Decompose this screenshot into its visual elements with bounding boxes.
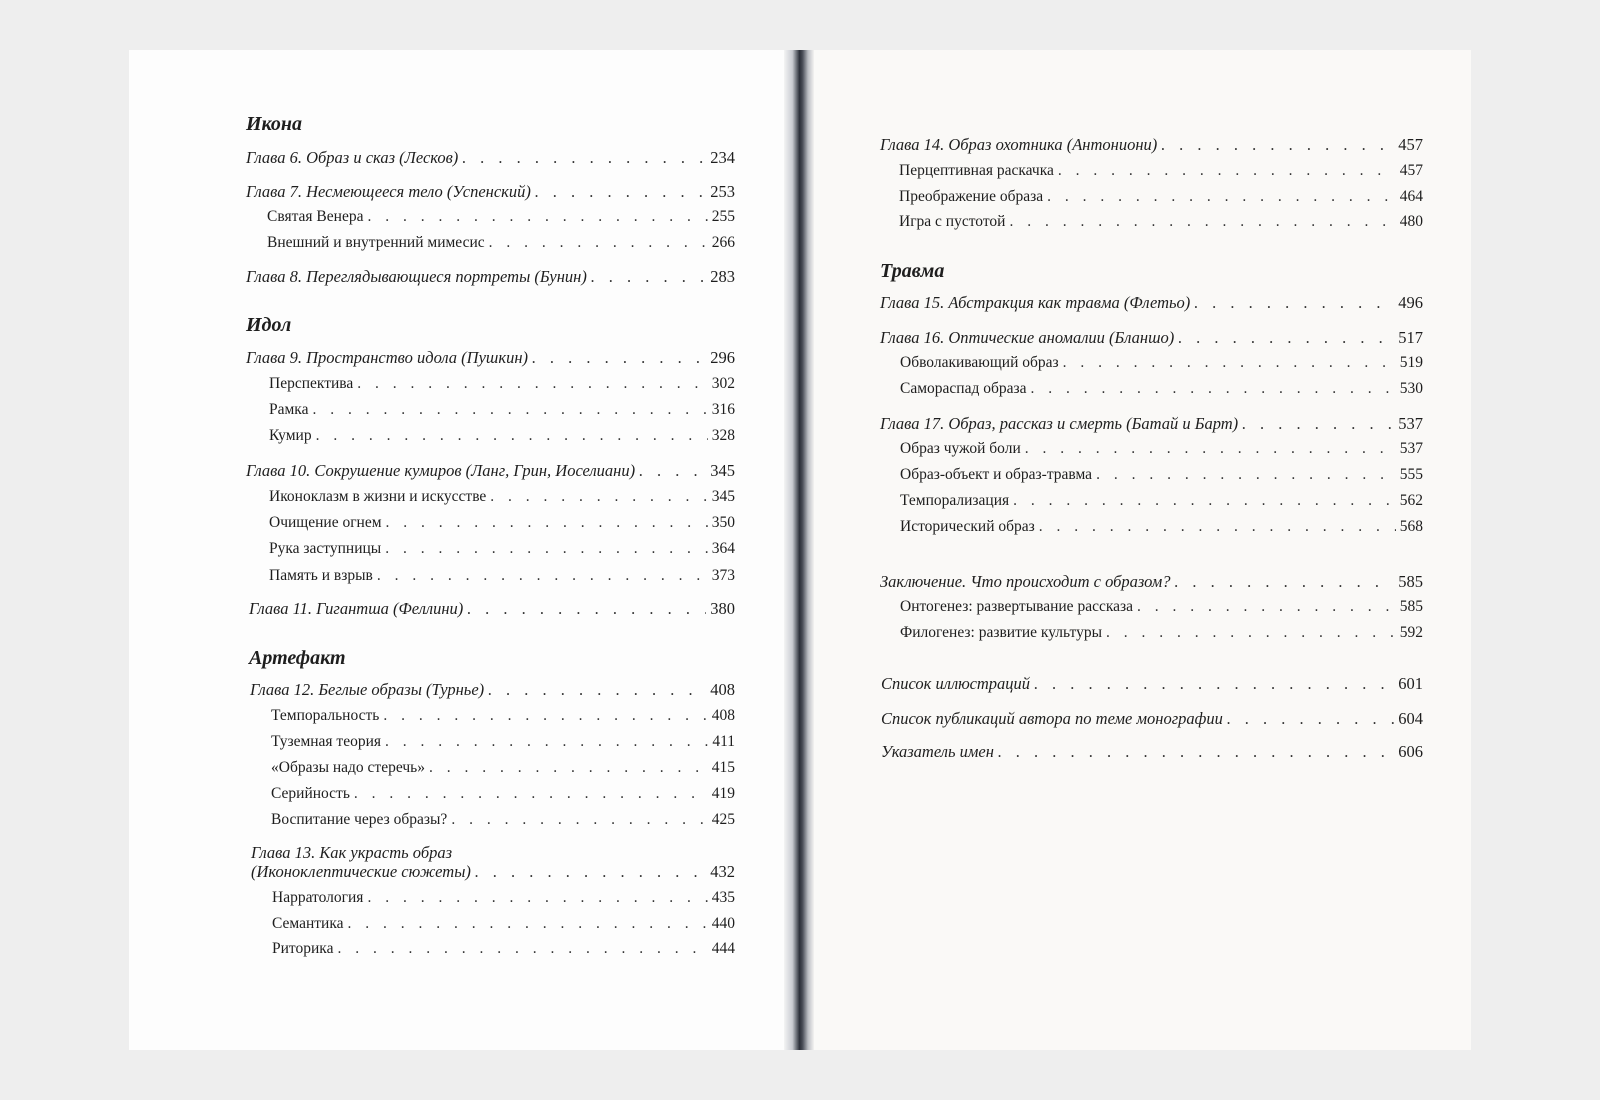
toc-entry: Список публикаций автора по теме монографии . . . 604 xyxy=(881,709,1423,729)
toc-entry: Память и взрыв . . . 373 xyxy=(269,566,735,586)
toc-entry: Очищение огнем . . . 350 xyxy=(269,513,735,533)
toc-entry: Онтогенез: развертывание рассказа . . . 585 xyxy=(900,597,1423,617)
toc-entry: Риторика . . . 444 xyxy=(272,939,735,959)
toc-entry: Нарратология . . . 435 xyxy=(272,888,735,908)
section-heading: Идол xyxy=(246,314,292,336)
toc-entry: Рамка . . . 316 xyxy=(269,400,735,420)
toc-entry: Темпорализация . . . 562 xyxy=(900,491,1423,511)
toc-entry-title-line: Глава 13. Как украсть образ xyxy=(251,843,453,862)
toc-entry: Темпоральность . . . 408 xyxy=(271,706,735,726)
toc-entry: Обволакивающий образ . . . 519 xyxy=(900,353,1423,373)
toc-entry: Иконоклазм в жизни и искусстве . . . 345 xyxy=(269,487,735,507)
toc-entry: Указатель имен . . . 606 xyxy=(881,742,1423,762)
toc-entry: Кумир . . . 328 xyxy=(269,426,735,446)
toc-entry: Глава 10. Сокрушение кумиров (Ланг, Грин, Иоселиани) . . . 345 xyxy=(246,461,735,481)
toc-entry: Исторический образ . . . 568 xyxy=(900,517,1423,537)
toc-entry: Глава 8. Переглядывающиеся портреты (Бунин) . . . 283 xyxy=(246,267,735,287)
toc-entry: «Образы надо стеречь» . . . 415 xyxy=(271,758,735,778)
toc-entry: Глава 16. Оптические аномалии (Бланшо) . . . 517 xyxy=(880,328,1423,348)
section-heading: Икона xyxy=(246,113,303,135)
toc-entry: Семантика . . . 440 xyxy=(272,914,735,934)
toc-entry: Перспектива . . . 302 xyxy=(269,374,735,394)
toc-entry: Глава 14. Образ охотника (Антониони) . . . 457 xyxy=(880,135,1423,155)
book-spread xyxy=(129,50,1471,1050)
toc-entry: Образ-объект и образ-травма . . . 555 xyxy=(900,465,1423,485)
section-heading: Артефакт xyxy=(249,647,346,669)
toc-entry: Глава 12. Беглые образы (Турнье) . . . 408 xyxy=(250,680,735,700)
right-page xyxy=(804,50,1471,1050)
toc-entry: (Иконоклептические сюжеты) . . . 432 xyxy=(251,862,735,882)
toc-entry: Глава 9. Пространство идола (Пушкин) . . . 296 xyxy=(246,348,735,368)
toc-entry: Рука заступницы . . . 364 xyxy=(269,539,735,559)
toc-entry: Список иллюстраций . . . 601 xyxy=(881,674,1423,694)
toc-entry: Преображение образа . . . 464 xyxy=(899,187,1423,207)
section-heading: Травма xyxy=(880,260,945,282)
toc-entry: Самораспад образа . . . 530 xyxy=(900,379,1423,399)
toc-entry: Глава 7. Несмеющееся тело (Успенский) . . . 253 xyxy=(246,182,735,202)
toc-entry: Перцептивная раскачка . . . 457 xyxy=(899,161,1423,181)
toc-entry: Туземная теория . . . 411 xyxy=(271,732,735,752)
toc-entry: Глава 11. Гигантша (Феллини) . . . 380 xyxy=(249,599,735,619)
toc-entry: Игра с пустотой . . . 480 xyxy=(899,212,1423,232)
toc-entry: Внешний и внутренний мимесис . . . 266 xyxy=(267,233,735,253)
book-gutter xyxy=(784,50,814,1050)
toc-entry: Филогенез: развитие культуры . . . 592 xyxy=(900,623,1423,643)
toc-entry: Серийность . . . 419 xyxy=(271,784,735,804)
toc-entry: Глава 17. Образ, рассказ и смерть (Батай и Барт) . . . 537 xyxy=(880,414,1423,434)
toc-entry: Глава 6. Образ и сказ (Лесков) . . . 234 xyxy=(246,148,735,168)
left-page xyxy=(129,50,789,1050)
toc-entry: Глава 15. Абстракция как травма (Флетьо) . . . 496 xyxy=(880,293,1423,313)
toc-entry: Образ чужой боли . . . 537 xyxy=(900,439,1423,459)
toc-entry: Воспитание через образы? . . . 425 xyxy=(271,810,735,830)
toc-entry: Святая Венера . . . 255 xyxy=(267,207,735,227)
toc-entry: Заключение. Что происходит с образом? . . . 585 xyxy=(880,572,1423,592)
